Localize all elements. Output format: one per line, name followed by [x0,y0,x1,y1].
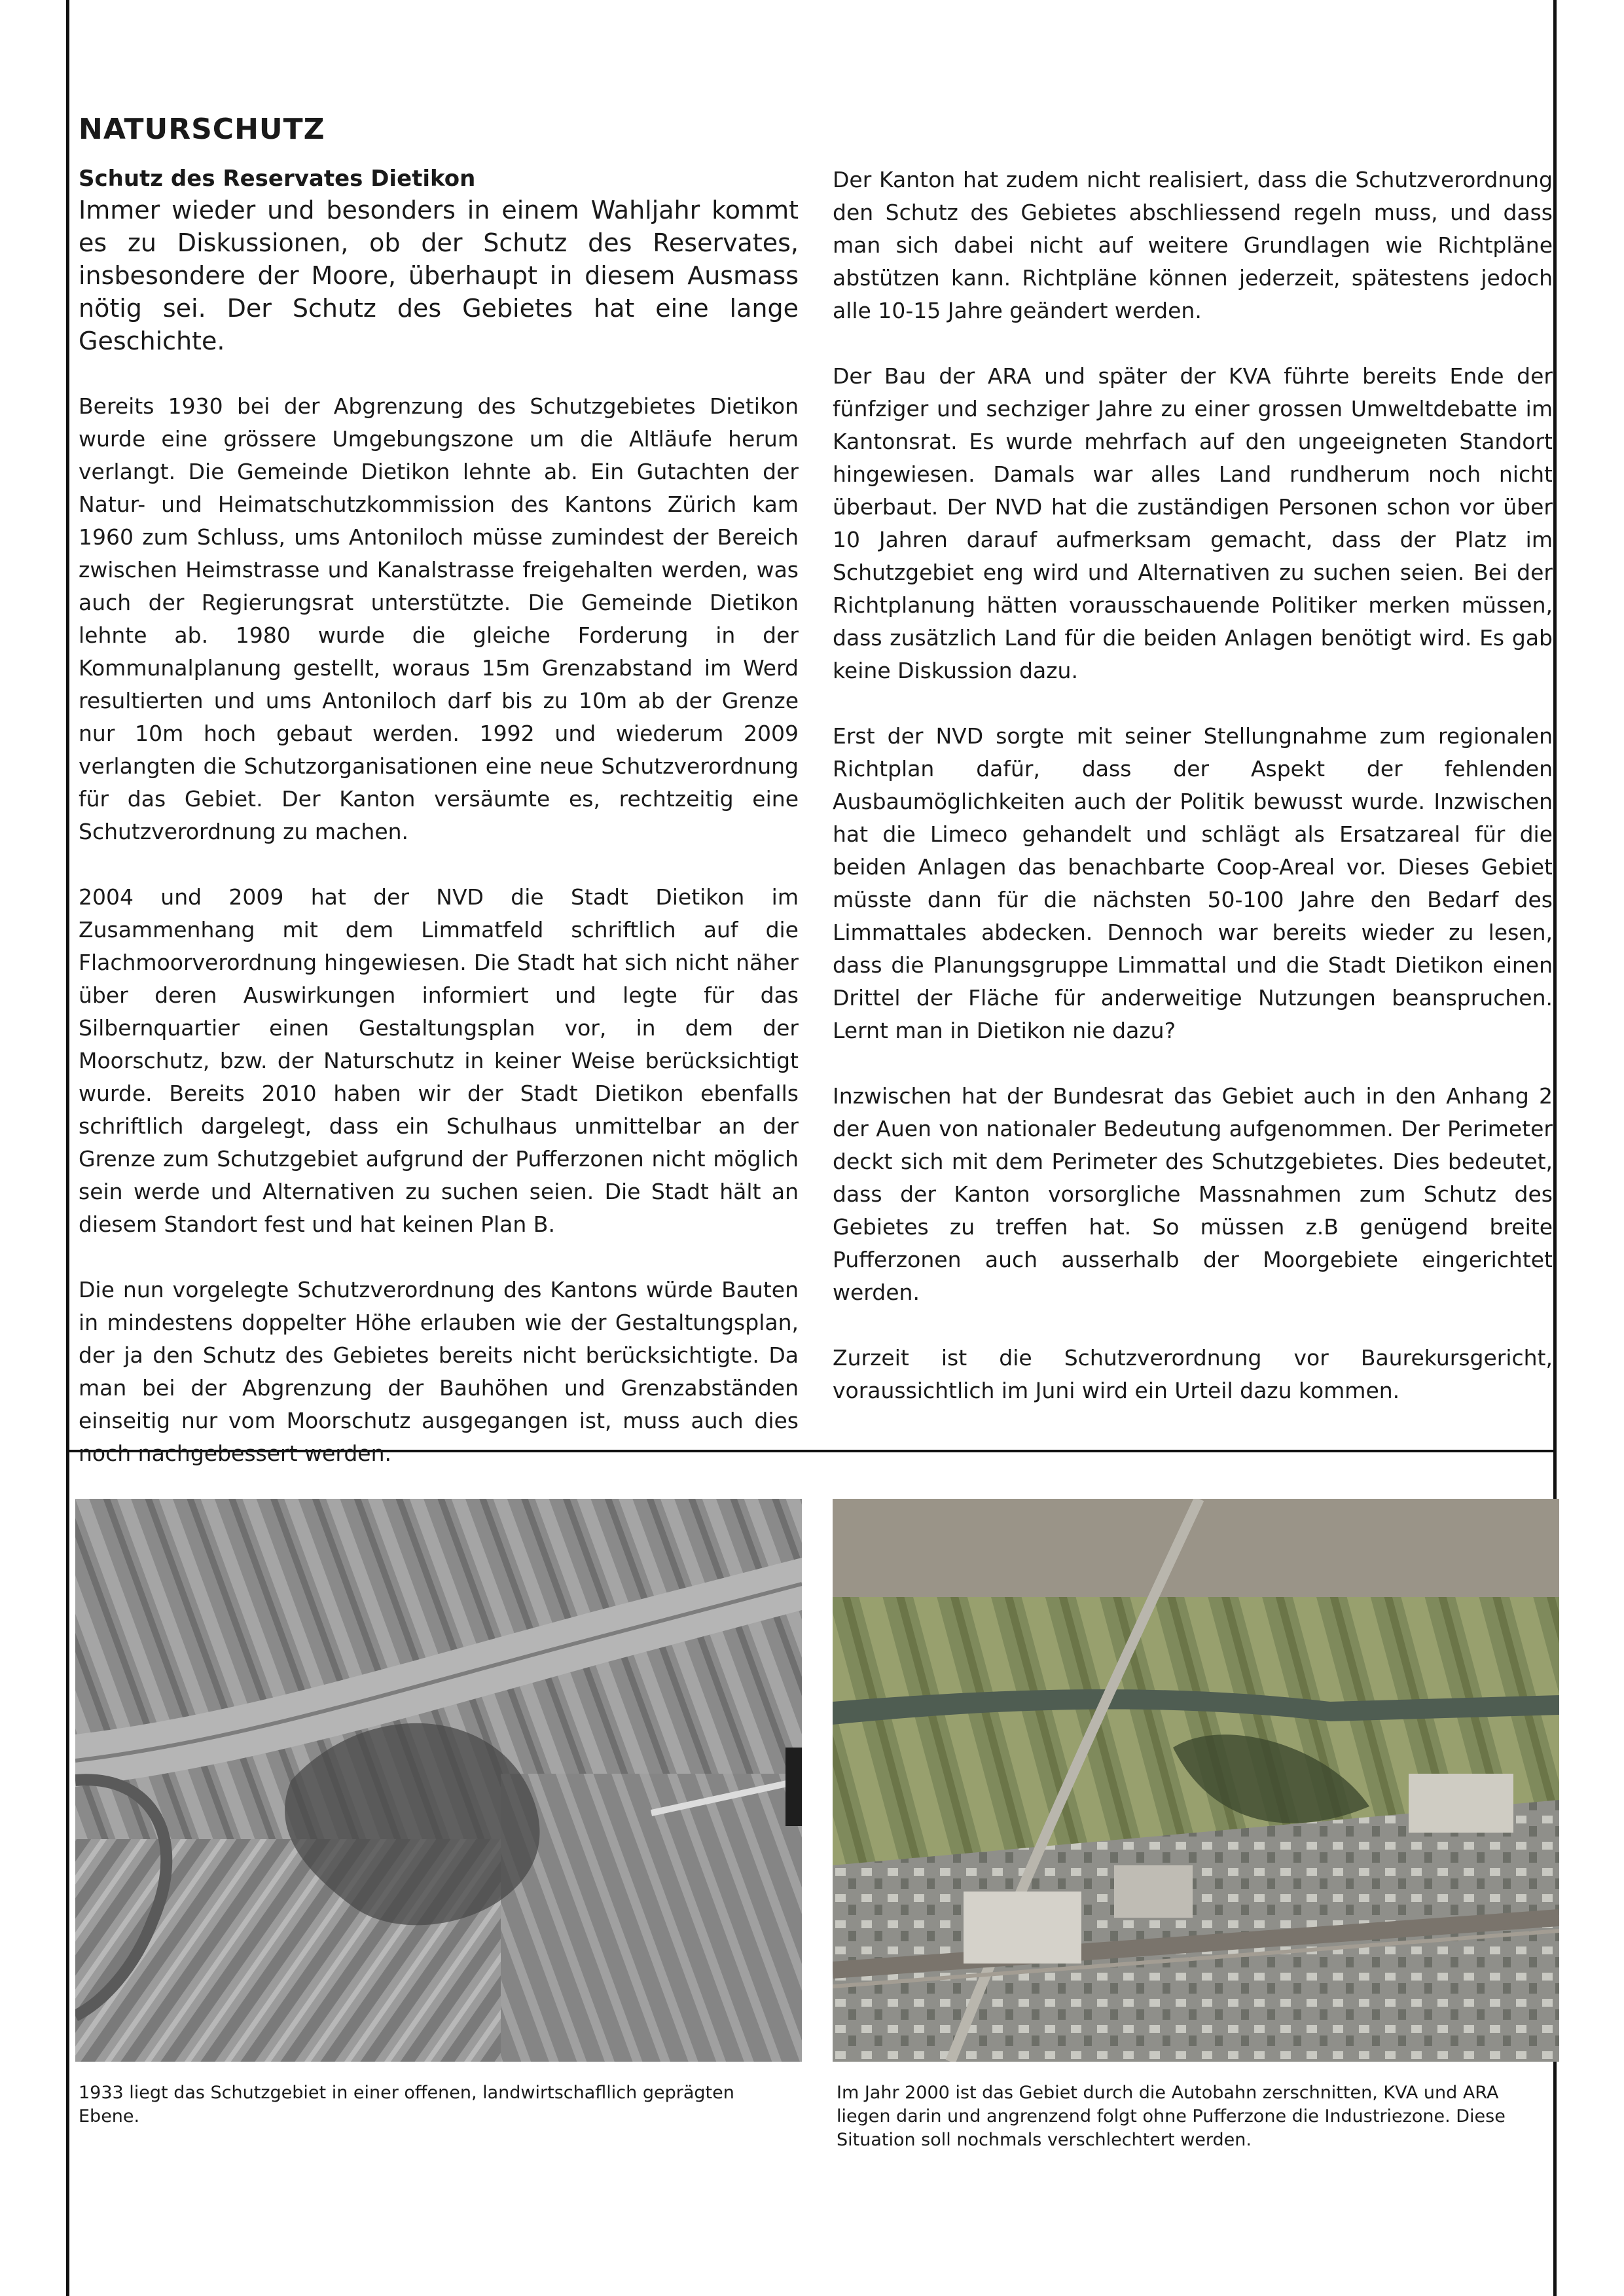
aerial-photo-2000 [833,1499,1559,2062]
left-border-rule [66,0,69,2296]
section-title: NATURSCHUTZ [79,113,325,146]
article-lead: Immer wieder und besonders in einem Wahljahr kommt es zu Diskussionen, ob der Schutz des Reservates, insbesondere der Moore, überhaupt in diesem Ausmass nötig sei. Der Schutz des Gebietes hat eine lange Geschichte. [79,196,799,355]
paragraph: Erst der NVD sorgte mit seiner Stellungnahme zum regionalen Richtplan dafür, dass der Aspekt der fehlenden Ausbaumöglichkeiten auch der Politik bewusst wurde. Inzwischen hat die Limeco gehandelt und schlägt als Ersatzareal für die beiden Anlagen das benachbarte Coop-Areal vor. Dieses Gebiet müsste dann für die nächsten 50-100 Jahre den Bedarf des Limmattales abdecken. Dennoch war bereits wieder zu lesen, dass die Planungsgruppe Limmattal und die Stadt Dietikon einen Drittel der Fläche für anderweitige Nutzungen beanspruchen. Lernt man in Dietikon nie dazu? [833,723,1553,1043]
paragraph: Zurzeit ist die Schutzverordnung vor Baurekursgericht, voraussichtlich im Juni wird ein Urteil dazu kommen. [833,1345,1553,1403]
paragraph: Der Bau der ARA und später der KVA führte bereits Ende der fünfziger und sechziger Jahre zu einer grossen Umweltdebatte im Kantonsrat. Es wurde mehrfach auf den ungeeigneten Standort hingewiesen. Damals war alles Land rundherum noch nicht überbaut. Der NVD hat die zuständigen Personen schon vor über 10 Jahren darauf aufmerksam gemacht, dass der Platz im Schutzgebiet eng wird und Alternativen zu suchen seien. Bei der Richtplanung hätten vorausschauende Politiker merken müssen, dass zusätzlich Land für die beiden Anlagen benötigt wird. Es gab keine Diskussion dazu. [833,363,1553,683]
photo-caption-2000: Im Jahr 2000 ist das Gebiet durch die Autobahn zerschnitten, KVA und ARA liegen darin und angrenzend folgt ohne Pufferzone die Industriezone. Diese Situation soll nochmals verschlechtert werden. [837,2083,1506,2150]
photo-caption-1933: 1933 liegt das Schutzgebiet in einer offenen, landwirtschafllich geprägten Ebene. [79,2083,734,2126]
paragraph: Bereits 1930 bei der Abgrenzung des Schutzgebietes Dietikon wurde eine grössere Umgebungszone um die Altläufe herum verlangt. Die Gemeinde Dietikon lehnte ab. Ein Gutachten der Natur- und Heimatschutzkommission des Kantons Zürich kam 1960 zum Schluss, ums Antoniloch müsse zumindest der Bereich zwischen Heimstrasse und Kanalstrasse freigehalten werden, was auch der Regierungsrat unterstützte. Die Gemeinde Dietikon lehnte ab. 1980 wurde die gleiche Forderung in der Kommunalplanung gestellt, woraus 15m Grenzabstand im Werd resultierten und ums Antoniloch darf bis zu 10m ab der Grenze nur 10m hoch gebaut werden. 1992 und wiederum 2009 verlangten die Schutzorganisationen eine neue Schutzverordnung für das Gebiet. Der Kanton versäumte es, rechtzeitig eine Schutzverordnung zu machen. [79,393,799,844]
paragraph: Der Kanton hat zudem nicht realisiert, dass die Schutzverordnung den Schutz des Gebietes abschliessend regeln muss, und dass man sich dabei nicht auf weitere Grundlagen wie Richtpläne abstützen kann. Richtpläne können jederzeit, spätestens jedoch alle 10-15 Jahre geändert werden. [833,167,1553,323]
paragraph: Inzwischen hat der Bundesrat das Gebiet auch in den Anhang 2 der Auen von nationaler Bedeutung aufgenommen. Der Perimeter deckt sich mit dem Perimeter des Schutzgebietes. Dies bedeutet, dass der Kanton vorsorgliche Massnahmen zum Schutz des Gebietes zu treffen hat. So müssen z.B genügend breite Pufferzonen auch ausserhalb der Moorgebiete eingerichtet werden. [833,1083,1553,1305]
left-text-column [79,164,799,1503]
paragraph: Die nun vorgelegte Schutzverordnung des Kantons würde Bauten in mindestens doppelter Höhe erlauben wie der Gestaltungsplan, der ja den Schutz des Gebietes bereits nicht berücksichtigte. Da man bei der Abgrenzung der Bauhöhen und Grenzabständen einseitig nur vom Moorschutz ausgegangen ist, muss auch dies noch nachgebessert werden. [79,1277,799,1466]
aerial-photo-1933 [75,1499,802,2062]
paragraph: 2004 und 2009 hat der NVD die Stadt Dietikon im Zusammenhang mit dem Limmatfeld schriftlich auf die Flachmoorverordnung hingewiesen. Die Stadt hat sich nicht näher über deren Auswirkungen informiert und legte für das Silbernquartier einen Gestaltungsplan vor, in dem der Moorschutz, bzw. der Naturschutz in keiner Weise berücksichtigt wurde. Bereits 2010 haben wir der Stadt Dietikon ebenfalls schriftlich dargelegt, dass ein Schulhaus unmittelbar an der Grenze zum Schutzgebiet aufgrund der Pufferzonen nicht möglich sein werde und Alternativen zu suchen seien. Die Stadt hält an diesem Standort fest und hat keinen Plan B. [79,884,799,1237]
article-subtitle: Schutz des Reservates Dietikon [79,166,476,192]
right-text-column [833,164,1553,1440]
